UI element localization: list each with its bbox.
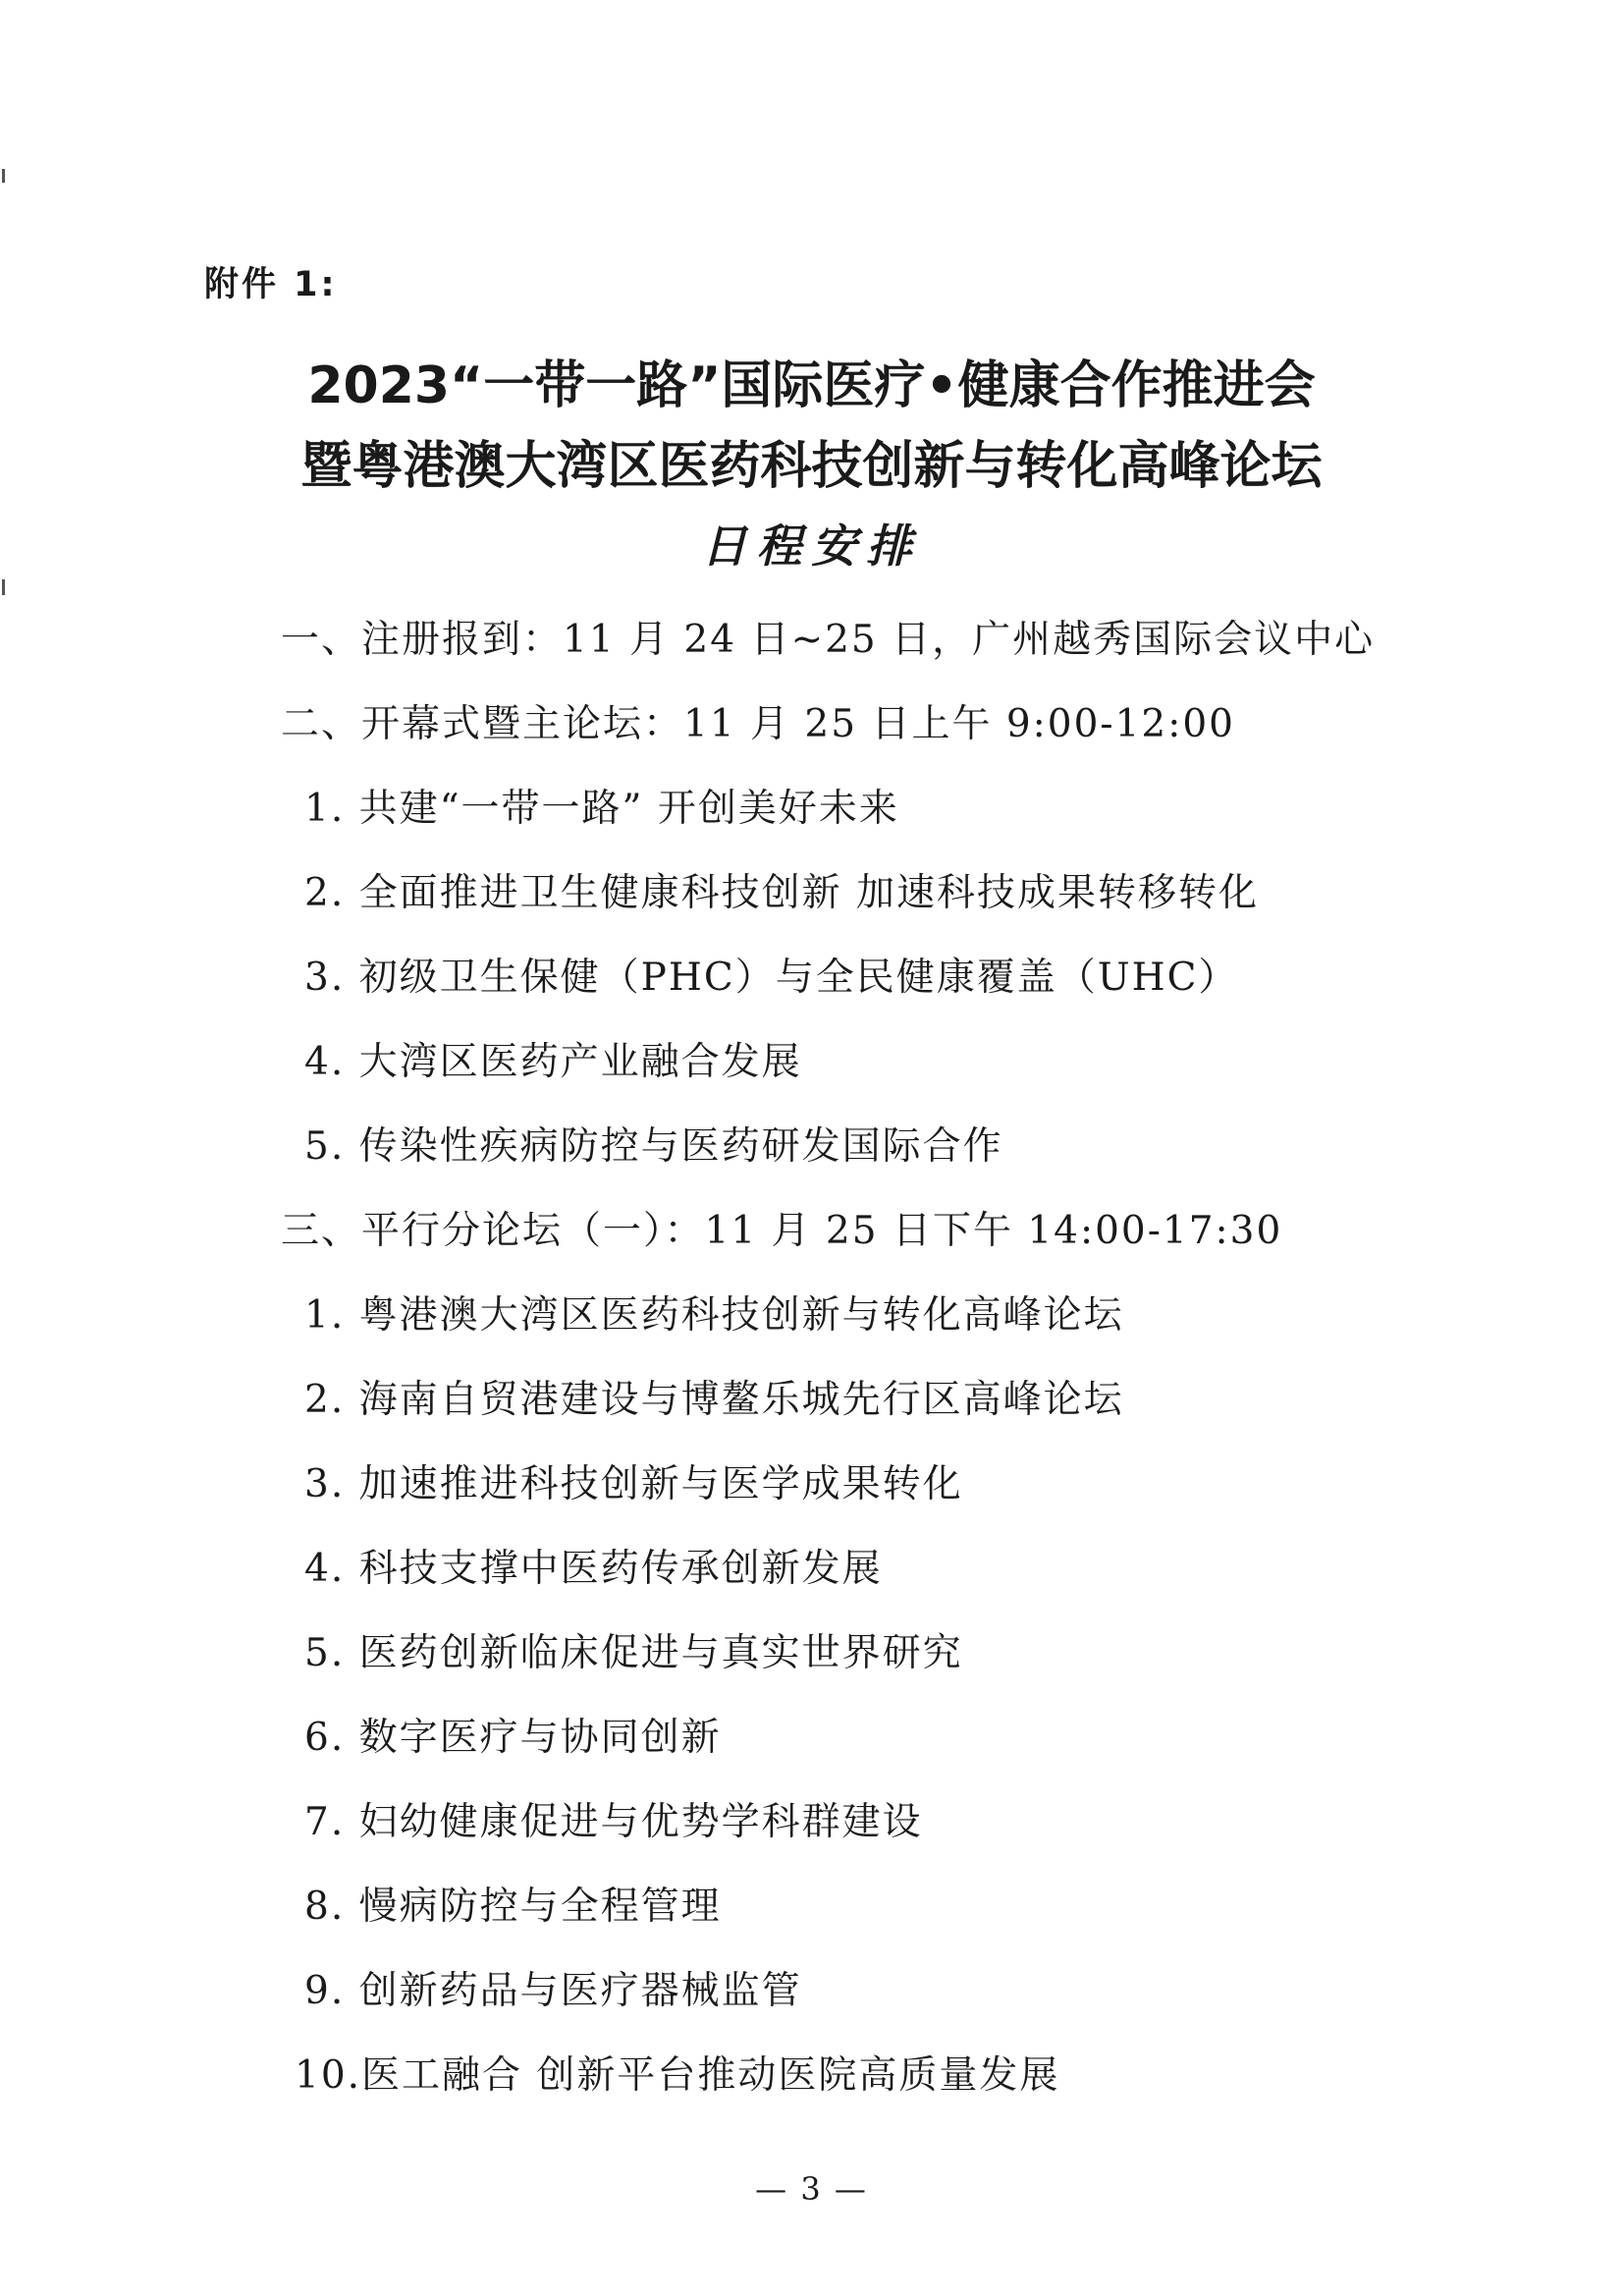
list-item: 8. 慢病防控与全程管理 — [304, 1885, 722, 1929]
list-item: 9. 创新药品与医疗器械监管 — [304, 1969, 802, 2013]
document-subtitle: 日程安排 — [701, 519, 922, 573]
scan-edge-mark-top — [2, 169, 5, 183]
list-item: 1. 粤港澳大湾区医药科技创新与转化高峰论坛 — [304, 1293, 1124, 1338]
page-number: — 3 — — [755, 2170, 868, 2208]
list-item: 5. 医药创新临床促进与真实世界研究 — [304, 1631, 963, 1675]
section-heading-registration: 一、注册报到：11 月 24 日~25 日，广州越秀国际会议中心 — [281, 618, 1376, 662]
section-heading-parallel-forums: 三、平行分论坛（一）：11 月 25 日下午 14:00-17:30 — [281, 1209, 1283, 1253]
document-title-line-2: 暨粤港澳大湾区医药科技创新与转化高峰论坛 — [300, 437, 1323, 496]
list-item: 3. 初级卫生保健（PHC）与全民健康覆盖（UHC） — [304, 956, 1239, 1000]
list-item: 1. 共建“一带一路” 开创美好未来 — [304, 787, 899, 831]
list-item: 7. 妇幼健康促进与优势学科群建设 — [304, 1800, 923, 1844]
scan-edge-mark-middle — [2, 579, 5, 595]
list-item: 4. 科技支撑中医药传承创新发展 — [304, 1547, 883, 1591]
list-item: 10.医工融合 创新平台推动医院高质量发展 — [295, 2053, 1060, 2098]
document-title-line-1: 2023“一带一路”国际医疗•健康合作推进会 — [307, 356, 1316, 415]
attachment-label: 附件 1: — [204, 265, 338, 304]
list-item: 2. 海南自贸港建设与博鳌乐城先行区高峰论坛 — [304, 1378, 1124, 1422]
list-item: 2. 全面推进卫生健康科技创新 加速科技成果转移转化 — [304, 871, 1260, 915]
section-heading-opening-forum: 二、开幕式暨主论坛：11 月 25 日上午 9:00-12:00 — [281, 702, 1235, 746]
list-item: 5. 传染性疾病防控与医药研发国际合作 — [304, 1124, 1003, 1169]
list-item: 6. 数字医疗与协同创新 — [304, 1716, 722, 1760]
list-item: 4. 大湾区医药产业融合发展 — [304, 1040, 802, 1084]
list-item: 3. 加速推进科技创新与医学成果转化 — [304, 1462, 963, 1506]
